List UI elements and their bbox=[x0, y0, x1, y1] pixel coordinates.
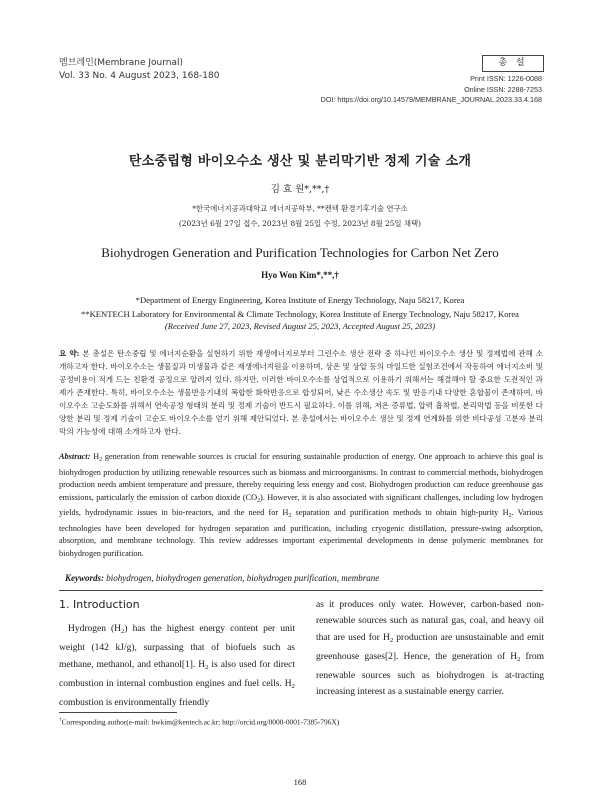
body-text-part: from renewable sources such as biohydrogen is at-tracting increasing interest as a sustainable energy carrier. bbox=[316, 651, 545, 698]
keywords-text: biohydrogen, biohydrogen generation, biohydrogen purification, membrane bbox=[104, 573, 380, 583]
english-affiliation-1: *Department of Energy Engineering, Korea Institute of Energy Technology, Naju 58217, Korea bbox=[135, 295, 465, 305]
subscript: 2 bbox=[121, 628, 125, 635]
subscript: 2 bbox=[508, 513, 512, 519]
english-author: Hyo Won Kim*,**,† bbox=[261, 270, 339, 280]
keywords bbox=[65, 573, 379, 583]
keywords-label: Keywords: bbox=[65, 573, 104, 583]
english-abstract-label: Abstract: bbox=[59, 452, 91, 461]
abstract-text-part: ). However, it is also associated with significant challenges, including low hydrogen yields, hydrodynamic issues in bio-reactors, and the need for H bbox=[59, 492, 543, 517]
journal-volume: Vol. 33 No. 4 August 2023, 168-180 bbox=[59, 71, 220, 81]
abstract-text-part: H bbox=[90, 452, 100, 461]
subscript: 2 bbox=[389, 636, 394, 644]
footnote-text: Corresponding author(e-mail: hwkim@kentech.ac.kr; http://orcid.org/0000-0001-7385-796X) bbox=[61, 717, 340, 727]
online-issn: Online ISSN: 2288-7253 bbox=[464, 84, 542, 94]
abstract-text-part: separation and purification methods to obtain high-purity H bbox=[291, 508, 509, 517]
left-column bbox=[59, 598, 295, 711]
english-affiliation-2: **KENTECH Laboratory for Environmental & Climate Technology, Korea Institute of Energy Technology, Naju 58217, Korea bbox=[80, 309, 519, 319]
body-text-part: is also used for direct combustion in internal combustion engines and fuel cells. H bbox=[59, 659, 295, 689]
footnote-divider bbox=[59, 712, 177, 713]
korean-author: 김 효 원*,**,† bbox=[270, 184, 330, 195]
korean-affiliation: *한국에너지공과대학교 에너지공학부, **켄텍 환경기후기술 연구소 bbox=[192, 204, 408, 213]
korean-abstract bbox=[59, 347, 543, 438]
subscript: 2 bbox=[291, 682, 295, 690]
subscript: 2 bbox=[288, 513, 292, 519]
issn-block bbox=[321, 74, 542, 106]
footnote bbox=[59, 717, 339, 726]
english-abstract bbox=[59, 451, 543, 560]
english-dates: (Received June 27, 2023, Revised August 25, 2023, Accepted August 25, 2023) bbox=[164, 321, 436, 331]
body-text-part: Hydrogen (H bbox=[68, 624, 122, 634]
subscript: 2 bbox=[205, 663, 209, 671]
english-affiliations bbox=[50, 293, 550, 321]
abstract-text-part: . Various technologies have been developed for hydrogen separation and purification, including cryogenic distillation, pressure-swing adsorption, absorption, and membrane technology. This review addresses important experimental developments in dense polymeric membranes for biohydrogen purification. bbox=[59, 508, 543, 558]
body-text-part: combustion is environmentally friendly bbox=[59, 698, 210, 709]
right-column bbox=[316, 597, 544, 701]
body-text-part: production are unsustainable and emit greenhouse gases[2]. Hence, the generation of H bbox=[316, 632, 544, 662]
subscript: 2 bbox=[517, 655, 521, 663]
section-heading: 1. Introduction bbox=[59, 598, 140, 611]
section-divider bbox=[59, 590, 543, 591]
subscript: 2 bbox=[257, 497, 261, 504]
doi-link[interactable]: DOI: https://doi.org/10.14579/MEMBRANE_JOURNAL.2023.33.4.168 bbox=[320, 95, 542, 104]
abstract-text-part: generation from renewable sources is crucial for ensuring sustainable production of energy. One approach to achieve this goal is biohydrogen production by utilizing renewable resources such as biomass and microorganisms. In contrast to commercial methods, biohydrogen production needs ambient temperature and pressure, thereby requiring less energy and cost. Biohydrogen production can reduce greenhouse gas emissions, particularly the emission of carbon dioxide (CO bbox=[59, 452, 543, 502]
footnote-mark: † bbox=[59, 717, 62, 723]
page-number: 168 bbox=[293, 777, 307, 787]
article-type-badge: 총 설 bbox=[482, 55, 544, 72]
print-issn: Print ISSN: 1226-0088 bbox=[470, 74, 542, 83]
body-text-part: ) has the highest energy content per unit weight (142 kJ/g), surpassing that of biofuels such as methane, methanol, and ethanol[1]. H bbox=[59, 624, 296, 670]
intro-paragraph bbox=[59, 621, 295, 711]
korean-abstract-label: 요 약: bbox=[59, 349, 80, 358]
subscript: 2 bbox=[99, 457, 103, 463]
korean-title: 탄소중립형 바이오수소 생산 및 분리막기반 정제 기술 소개 bbox=[128, 154, 472, 169]
body-text-part: as it produces only water. However, carbon-based non-renewable sources such as natural gas, coal, and heavy oil that are used for H bbox=[316, 600, 544, 643]
korean-dates: (2023년 6월 27일 접수, 2023년 8월 25일 수정, 2023년 8월 25일 채택) bbox=[178, 219, 422, 228]
english-title: Biohydrogen Generation and Purification Technologies for Carbon Net Zero bbox=[101, 245, 499, 260]
journal-name: 멤브레인(Membrane Journal) bbox=[59, 58, 184, 68]
korean-abstract-text: 본 총설은 탄소중립 및 에너지순환을 실현하기 위한 재생에너지로부터 그린수소 생산 전략 중 하나인 바이오수소 생산 및 정제법에 관해 소개하고자 한다. 바이오수소는 생물질과 미생물과 같은 재생에너지원을 이용하며, 상온 및 상압 등의 마일드한 실험조건에서 작동하여 에너지소비 및 공정비용이 적게 드는 친환경 공정으로 알려져 있다. 하지만, 이러한 바이오수소를 상업적으로 이용하기 위해서는 해결해야 할 중요한 도전적인 과제가 존재한다. 특히, 바이오수소는 생물반응기내의 복합한 화학반응으로 합성되어, 낮은 수소생산 속도 및 반응기내 다양한 혼합물이 존재하여, 바이오수소 고순도화를 위해서 연속공정 형태의 분리 및 정제 기술이 반드시 필요하다. 이를 위해, 저온 증류법, 압력 흡착법, 분리막법 등을 비롯한 다양한 분리 및 정제 기술이 고순도 바이오수소를 얻기 위해 제안되었다. 본 총설에서는 바이오수소 생산 및 정제 연계화를 위한 비다공성 고분자 분리막의 가능성에 대해 소개하고자 한다. bbox=[59, 349, 543, 436]
